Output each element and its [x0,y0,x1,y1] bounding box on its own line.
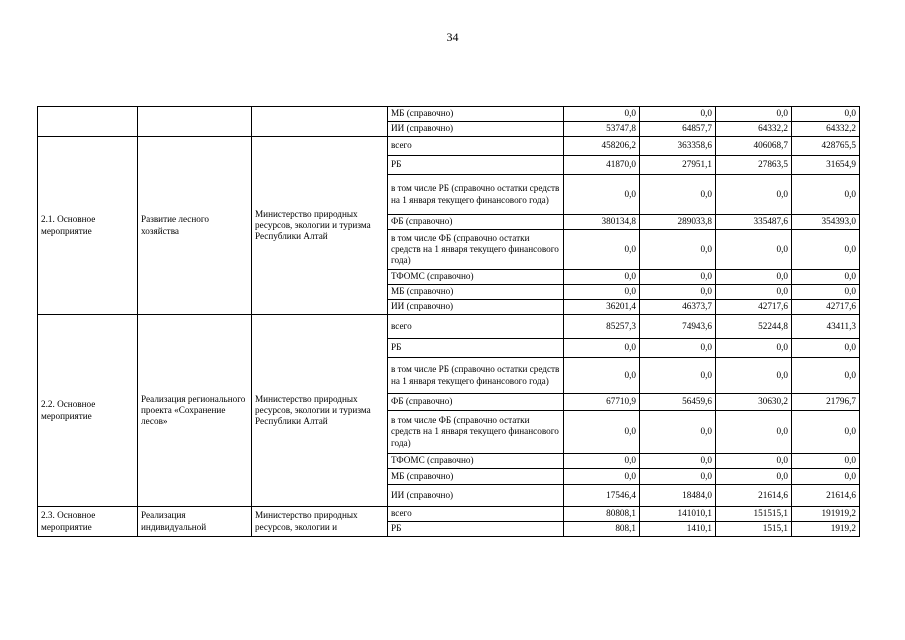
source-cell: всего [388,137,564,156]
value-cell: 0,0 [716,358,792,394]
value-cell: 151515,1 [716,507,792,522]
empty-executor-cell [252,107,388,137]
value-cell: 0,0 [640,107,716,122]
value-cell: 458206,2 [564,137,640,156]
value-cell: 85257,3 [564,315,640,339]
source-cell: в том числе РБ (справочно остатки средств на 1 января текущего финансового года) [388,358,564,394]
event-number-cell: 2.1. Основное мероприятие [38,137,138,315]
value-cell: 380134,8 [564,215,640,230]
value-cell: 0,0 [792,285,860,300]
value-cell: 363358,6 [640,137,716,156]
source-cell: ТФОМС (справочно) [388,454,564,469]
value-cell: 406068,7 [716,137,792,156]
value-cell: 0,0 [640,230,716,270]
value-cell: 0,0 [564,339,640,358]
value-cell: 428765,5 [792,137,860,156]
value-cell: 0,0 [792,358,860,394]
value-cell: 0,0 [792,339,860,358]
value-cell: 21796,7 [792,394,860,411]
value-cell: 0,0 [792,411,860,454]
value-cell: 64857,7 [640,122,716,137]
value-cell: 0,0 [640,175,716,215]
executor-cell: Министерство природных ресурсов, экологии и туризма Республики Алтай [252,315,388,507]
value-cell: 141010,1 [640,507,716,522]
source-cell: ФБ (справочно) [388,215,564,230]
source-cell: ИИ (справочно) [388,300,564,315]
value-cell: 0,0 [564,230,640,270]
value-cell: 0,0 [792,469,860,485]
source-cell: РБ [388,339,564,358]
value-cell: 1919,2 [792,522,860,537]
table-row [38,107,860,122]
event-number-cell: 2.2. Основное мероприятие [38,315,138,507]
value-cell: 36201,4 [564,300,640,315]
value-cell: 21614,6 [792,485,860,507]
value-cell: 27951,1 [640,156,716,175]
source-cell: ИИ (справочно) [388,485,564,507]
value-cell: 0,0 [792,107,860,122]
value-cell: 808,1 [564,522,640,537]
table-row [38,315,860,339]
value-cell: 0,0 [792,230,860,270]
value-cell: 0,0 [716,230,792,270]
value-cell: 0,0 [640,454,716,469]
value-cell: 42717,6 [792,300,860,315]
value-cell: 0,0 [716,270,792,285]
value-cell: 0,0 [640,411,716,454]
value-cell: 0,0 [564,469,640,485]
value-cell: 0,0 [564,358,640,394]
value-cell: 30630,2 [716,394,792,411]
value-cell: 0,0 [640,358,716,394]
value-cell: 0,0 [564,107,640,122]
value-cell: 335487,6 [716,215,792,230]
source-cell: ИИ (справочно) [388,122,564,137]
empty-name-cell [38,107,138,137]
value-cell: 191919,2 [792,507,860,522]
value-cell: 0,0 [716,469,792,485]
value-cell: 0,0 [792,454,860,469]
source-cell: в том числе ФБ (справочно остатки средств на 1 января текущего финансового года) [388,411,564,454]
value-cell: 56459,6 [640,394,716,411]
value-cell: 0,0 [716,175,792,215]
source-cell: МБ (справочно) [388,469,564,485]
value-cell: 0,0 [640,285,716,300]
value-cell: 0,0 [716,339,792,358]
value-cell: 41870,0 [564,156,640,175]
event-title-cell: Развитие лесного хозяйства [138,137,252,315]
event-title-cell: Реализация индивидуальной [138,507,252,537]
value-cell: 64332,2 [716,122,792,137]
source-cell: ФБ (справочно) [388,394,564,411]
value-cell: 31654,9 [792,156,860,175]
source-cell: в том числе ФБ (справочно остатки средств на 1 января текущего финансового года) [388,230,564,270]
value-cell: 0,0 [716,107,792,122]
value-cell: 0,0 [640,270,716,285]
value-cell: 0,0 [564,175,640,215]
source-cell: РБ [388,522,564,537]
value-cell: 21614,6 [716,485,792,507]
funding-table [37,106,860,537]
table-row [38,137,860,156]
table-row [38,507,860,522]
executor-cell: Министерство природных ресурсов, экологии и [252,507,388,537]
source-cell: всего [388,507,564,522]
value-cell: 1410,1 [640,522,716,537]
value-cell: 27863,5 [716,156,792,175]
source-cell: МБ (справочно) [388,107,564,122]
event-title-cell: Реализация регионального проекта «Сохранение лесов» [138,315,252,507]
value-cell: 289033,8 [640,215,716,230]
value-cell: 74943,6 [640,315,716,339]
value-cell: 0,0 [716,411,792,454]
value-cell: 17546,4 [564,485,640,507]
value-cell: 43411,3 [792,315,860,339]
value-cell: 67710,9 [564,394,640,411]
source-cell: МБ (справочно) [388,285,564,300]
value-cell: 0,0 [716,454,792,469]
value-cell: 0,0 [640,339,716,358]
value-cell: 354393,0 [792,215,860,230]
executor-cell: Министерство природных ресурсов, экологии и туризма Республики Алтай [252,137,388,315]
source-cell: РБ [388,156,564,175]
value-cell: 0,0 [564,411,640,454]
value-cell: 64332,2 [792,122,860,137]
value-cell: 0,0 [564,270,640,285]
source-cell: ТФОМС (справочно) [388,270,564,285]
value-cell: 0,0 [792,270,860,285]
value-cell: 0,0 [792,175,860,215]
value-cell: 46373,7 [640,300,716,315]
value-cell: 53747,8 [564,122,640,137]
value-cell: 0,0 [564,454,640,469]
value-cell: 18484,0 [640,485,716,507]
value-cell: 0,0 [716,285,792,300]
source-cell: всего [388,315,564,339]
page-number: 34 [446,30,459,44]
value-cell: 0,0 [640,469,716,485]
value-cell: 42717,6 [716,300,792,315]
value-cell: 1515,1 [716,522,792,537]
value-cell: 80808,1 [564,507,640,522]
value-cell: 52244,8 [716,315,792,339]
source-cell: в том числе РБ (справочно остатки средств на 1 января текущего финансового года) [388,175,564,215]
event-number-cell: 2.3. Основное мероприятие [38,507,138,537]
empty-title-cell [138,107,252,137]
value-cell: 0,0 [564,285,640,300]
